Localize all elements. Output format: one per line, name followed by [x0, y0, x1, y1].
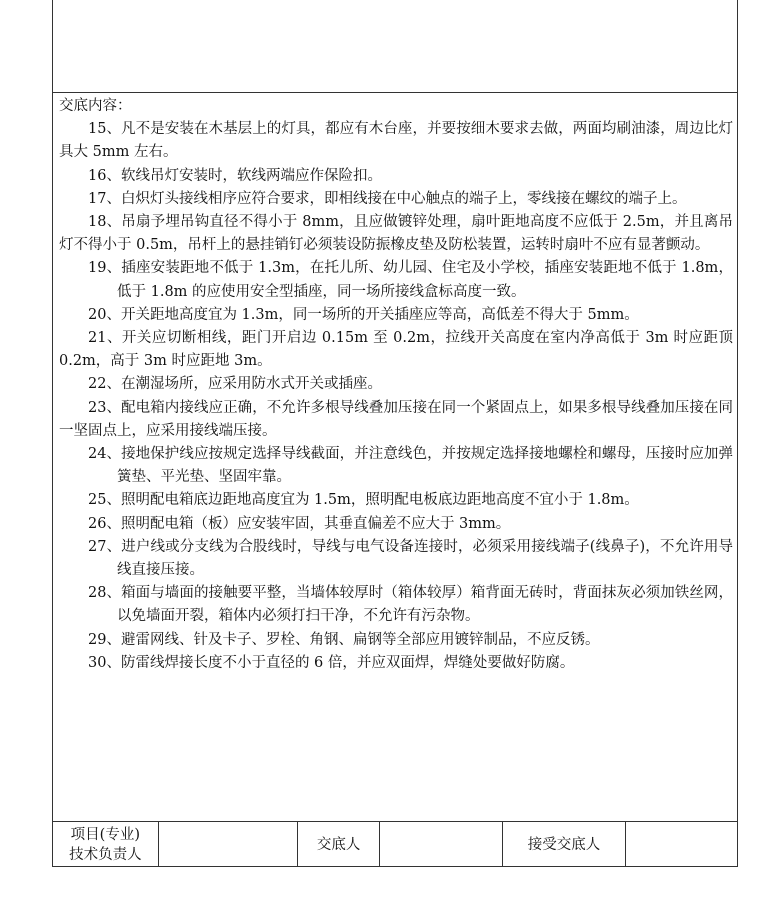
item-23: 23、配电箱内接线应正确，不允许多根导线叠加压接在同一个紧固点上，如果多根导线叠加压接在同一坚固点上，应采用接线端压接。 [59, 399, 733, 439]
signature-row [53, 821, 737, 867]
item-18: 18、吊扇予埋吊钩直径不得小于 8mm，且应做镀锌处理，扇叶距地高度不应低于 2.5m，并且离吊灯不得小于 0.5m，吊杆上的悬挂销钉必须装设防振橡皮垫及防松装置，运转时扇叶不应有显著颤动。 [59, 214, 733, 254]
receiver-label: 接受交底人 [503, 822, 627, 867]
disclosure-form [52, 0, 738, 867]
project-lead-label-line2: 技术负责人 [69, 846, 142, 863]
discloser-label: 交底人 [298, 822, 380, 867]
item-24: 24、接地保护线应按规定选择导线截面，并注意线色，并按规定选择接地螺栓和螺母，压接时应加弹簧垫、平光垫、坚固牢靠。 [88, 446, 733, 486]
item-20: 20、开关距地高度宜为 1.3m，同一场所的开关插座应等高，高低差不得大于 5mm。 [88, 306, 639, 323]
item-15: 15、凡不是安装在木基层上的灯具，都应有木台座，并要按细木要求去做，两面均刷油漆，周边比灯具大 5mm 左右。 [59, 121, 733, 161]
top-empty-cell [53, 0, 737, 93]
item-17: 17、白炽灯头接线相序应符合要求，即相线接在中心触点的端子上，零线接在螺纹的端子上。 [88, 190, 687, 207]
discloser-signature-cell [380, 822, 503, 867]
item-16: 16、软线吊灯安装时，软线两端应作保险扣。 [88, 167, 382, 184]
item-27: 27、进户线或分支线为合股线时，导线与电气设备连接时，必须采用接线端子(线鼻子)，不允许用导线直接压接。 [88, 538, 733, 579]
item-22: 22、在潮湿场所，应采用防水式开关或插座。 [88, 376, 382, 393]
content-heading: 交底内容： [59, 98, 132, 114]
item-30: 30、防雷线焊接长度不小于直径的 6 倍，并应双面焊，焊缝处要做好防腐。 [88, 654, 575, 671]
item-28: 28、箱面与墙面的接触要平整，当墙体较厚时（箱体较厚）箱背面无砖时，背面抹灰必须加铁丝网，以免墙面开裂，箱体内必须打扫干净，不允许有污杂物。 [88, 585, 733, 625]
item-26: 26、照明配电箱（板）应安装牢固，其垂直偏差不应大于 3mm。 [88, 515, 511, 532]
item-25: 25、照明配电箱底边距地高度宜为 1.5m，照明配电板底边距地高度不宜小于 1.8m。 [88, 492, 639, 509]
project-lead-signature-cell [159, 822, 299, 867]
project-lead-label-cell [53, 822, 159, 867]
receiver-signature-cell [626, 822, 737, 867]
item-29: 29、避雷网线、针及卡子、罗栓、角钢、扁钢等全部应用镀锌制品，不应反锈。 [88, 631, 600, 648]
disclosure-content [59, 95, 733, 675]
project-lead-label-line1: 项目(专业) [70, 826, 140, 843]
item-21: 21、开关应切断相线，距门开启边 0.15m 至 0.2m，拉线开关高度在室内净高低于 3m 时应距顶 0.2m，高于 3m 时应距地 3m。 [59, 330, 733, 370]
item-19: 19、插座安装距地不低于 1.3m，在托儿所、幼儿园、住宅及小学校，插座安装距地不低于 1.8m，低于 1.8m 的应使用安全型插座，同一场所接线盒标高度一致。 [88, 260, 733, 300]
